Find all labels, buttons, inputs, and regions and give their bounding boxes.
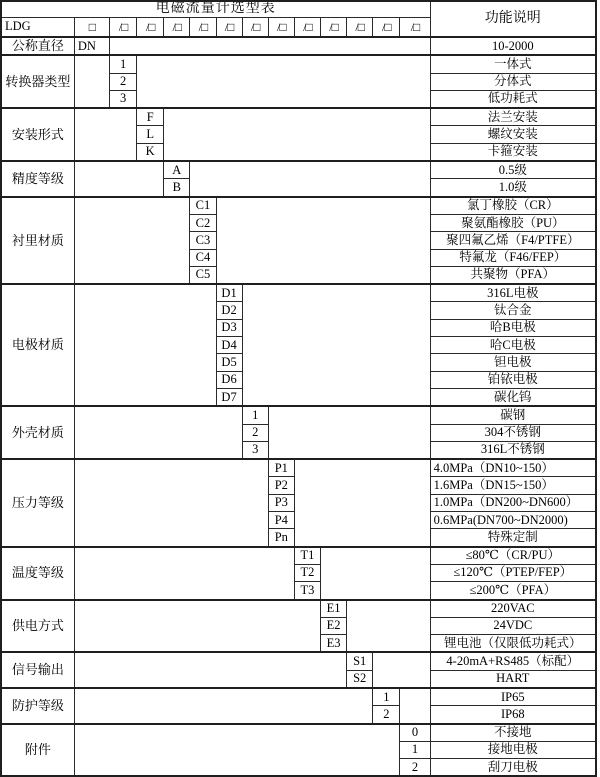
liner-material-code-C1: C1 [190, 197, 216, 215]
accessories-code-0: 0 [400, 724, 430, 742]
pressure-rating-label: 压力等级 [1, 459, 74, 546]
electrode-material-code-D3: D3 [216, 319, 242, 336]
power-supply-desc-0: 220VAC [430, 600, 596, 618]
signal-output-code-S1: S1 [347, 652, 373, 670]
signal-output-desc-0: 4-20mA+RS485（标配） [430, 652, 596, 670]
protection-class-code-1: 1 [373, 688, 400, 706]
liner-material-desc-4: 共聚物（PFA） [430, 266, 596, 284]
electrode-material-code-D4: D4 [216, 337, 242, 354]
protection-class-desc-0: IP65 [430, 688, 596, 706]
electrode-material-code-D2: D2 [216, 302, 242, 319]
spacer-cell [74, 161, 163, 197]
electrode-material-code-D5: D5 [216, 354, 242, 371]
pressure-rating-code-P2: P2 [268, 477, 294, 494]
nominal-diameter-desc-0: 10-2000 [430, 37, 596, 55]
accuracy-class-desc-0: 0.5级 [430, 161, 596, 179]
code-slot-box: /□ [190, 18, 216, 38]
liner-material-code-C2: C2 [190, 214, 216, 231]
spacer-cell [137, 55, 430, 108]
temperature-rating-code-T3: T3 [294, 582, 320, 600]
housing-material-code-3: 3 [242, 441, 268, 459]
converter-type-desc-0: 一体式 [430, 55, 596, 73]
spacer-cell [190, 161, 430, 197]
spacer-cell [74, 724, 400, 777]
spacer-cell [400, 688, 430, 724]
code-slot-box: /□ [242, 18, 268, 38]
electrode-material-desc-3: 哈C电极 [430, 337, 596, 354]
power-supply-label: 供电方式 [1, 600, 74, 653]
code-slot-box: /□ [110, 18, 137, 38]
liner-material-desc-1: 聚氨酯橡胶（PU） [430, 214, 596, 231]
function-column-header: 功能说明 [430, 1, 596, 37]
pressure-rating-code-P3: P3 [268, 494, 294, 511]
accessories-code-1: 1 [400, 741, 430, 758]
power-supply-code-E2: E2 [321, 617, 347, 634]
electrode-material-desc-0: 316L电极 [430, 284, 596, 302]
nominal-diameter-code-DN: DN [74, 37, 109, 55]
code-slot-box: /□ [137, 18, 164, 38]
pressure-rating-desc-4: 特殊定制 [430, 529, 596, 547]
liner-material-code-C5: C5 [190, 266, 216, 284]
spacer-cell [74, 55, 109, 108]
accessories-desc-1: 接地电极 [430, 741, 596, 758]
installation-type-code-L: L [137, 126, 164, 143]
nominal-diameter-label: 公称直径 [1, 37, 74, 55]
liner-material-desc-3: 特氟龙（F46/FEP） [430, 249, 596, 266]
model-prefix: LDG [1, 18, 74, 38]
electrode-material-desc-2: 哈B电极 [430, 319, 596, 336]
code-slot-box: /□ [400, 18, 430, 38]
code-slot-box: /□ [373, 18, 400, 38]
accessories-label: 附件 [1, 724, 74, 777]
housing-material-code-1: 1 [242, 406, 268, 424]
spacer-cell [373, 652, 430, 688]
electrode-material-desc-5: 铂铱电极 [430, 371, 596, 388]
spacer-cell [110, 37, 431, 55]
spacer-cell [74, 197, 190, 284]
accuracy-class-code-B: B [164, 179, 190, 197]
converter-type-code-2: 2 [110, 73, 137, 90]
accessories-desc-0: 不接地 [430, 724, 596, 742]
pressure-rating-code-P4: P4 [268, 512, 294, 529]
temperature-rating-code-T2: T2 [294, 564, 320, 581]
accuracy-class-code-A: A [164, 161, 190, 179]
electrode-material-desc-6: 碳化钨 [430, 388, 596, 406]
installation-type-desc-2: 卡箍安装 [430, 143, 596, 161]
protection-class-desc-1: IP68 [430, 706, 596, 724]
pressure-rating-desc-0: 4.0MPa（DN10~150） [430, 459, 596, 477]
spacer-cell [294, 459, 430, 546]
converter-type-label: 转换器类型 [1, 55, 74, 108]
code-slot-box: /□ [321, 18, 347, 38]
liner-material-code-C3: C3 [190, 232, 216, 249]
table-title: 电磁流量计选型表 [1, 1, 430, 18]
power-supply-desc-2: 锂电池（仅限低功耗式） [430, 635, 596, 653]
power-supply-desc-1: 24VDC [430, 617, 596, 634]
signal-output-code-S2: S2 [347, 670, 373, 688]
code-slot-box-first: □ [74, 18, 109, 38]
spacer-cell [347, 600, 430, 653]
liner-material-desc-2: 聚四氟乙烯（F4/PTFE） [430, 232, 596, 249]
spacer-cell [74, 284, 216, 406]
housing-material-code-2: 2 [242, 424, 268, 441]
pressure-rating-code-Pn: Pn [268, 529, 294, 547]
liner-material-desc-0: 氯丁橡胶（CR） [430, 197, 596, 215]
electrode-material-desc-4: 钽电极 [430, 354, 596, 371]
temperature-rating-label: 温度等级 [1, 547, 74, 600]
pressure-rating-desc-1: 1.6MPa（DN15~150） [430, 477, 596, 494]
electrode-material-code-D6: D6 [216, 371, 242, 388]
spacer-cell [74, 406, 242, 459]
spacer-cell [74, 652, 346, 688]
accessories-code-2: 2 [400, 759, 430, 777]
pressure-rating-desc-2: 1.0MPa（DN200~DN600） [430, 494, 596, 511]
converter-type-code-1: 1 [110, 55, 137, 73]
spacer-cell [74, 459, 268, 546]
accuracy-class-label: 精度等级 [1, 161, 74, 197]
housing-material-desc-2: 316L不锈钢 [430, 441, 596, 459]
liner-material-label: 衬里材质 [1, 197, 74, 284]
pressure-rating-desc-3: 0.6MPa(DN700~DN2000) [430, 512, 596, 529]
accuracy-class-desc-1: 1.0级 [430, 179, 596, 197]
protection-class-code-2: 2 [373, 706, 400, 724]
temperature-rating-code-T1: T1 [294, 547, 320, 565]
temperature-rating-desc-2: ≤200℃（PFA） [430, 582, 596, 600]
code-slot-box: /□ [347, 18, 373, 38]
protection-class-label: 防护等级 [1, 688, 74, 724]
code-slot-box: /□ [164, 18, 190, 38]
code-slot-box: /□ [216, 18, 242, 38]
liner-material-code-C4: C4 [190, 249, 216, 266]
spacer-cell [74, 108, 136, 161]
installation-type-desc-0: 法兰安装 [430, 108, 596, 126]
converter-type-desc-2: 低功耗式 [430, 90, 596, 108]
code-slot-box: /□ [294, 18, 320, 38]
signal-output-label: 信号输出 [1, 652, 74, 688]
housing-material-desc-1: 304不锈钢 [430, 424, 596, 441]
pressure-rating-code-P1: P1 [268, 459, 294, 477]
installation-type-label: 安装形式 [1, 108, 74, 161]
spacer-cell [74, 547, 294, 600]
power-supply-code-E3: E3 [321, 635, 347, 653]
installation-type-code-F: F [137, 108, 164, 126]
temperature-rating-desc-0: ≤80℃（CR/PU） [430, 547, 596, 565]
installation-type-desc-1: 螺纹安装 [430, 126, 596, 143]
electrode-material-desc-1: 钛合金 [430, 302, 596, 319]
code-slot-box: /□ [268, 18, 294, 38]
spacer-cell [74, 688, 372, 724]
power-supply-code-E1: E1 [321, 600, 347, 618]
spacer-cell [321, 547, 431, 600]
spacer-cell [164, 108, 430, 161]
converter-type-code-3: 3 [110, 90, 137, 108]
spacer-cell [74, 600, 320, 653]
housing-material-label: 外壳材质 [1, 406, 74, 459]
electrode-material-code-D7: D7 [216, 388, 242, 406]
spacer-cell [242, 284, 430, 406]
housing-material-desc-0: 碳钢 [430, 406, 596, 424]
spacer-cell [216, 197, 430, 284]
signal-output-desc-1: HART [430, 670, 596, 688]
accessories-desc-2: 刮刀电极 [430, 759, 596, 777]
converter-type-desc-1: 分体式 [430, 73, 596, 90]
electrode-material-label: 电极材质 [1, 284, 74, 406]
spacer-cell [268, 406, 430, 459]
electrode-material-code-D1: D1 [216, 284, 242, 302]
temperature-rating-desc-1: ≤120℃（PTEP/FEP） [430, 564, 596, 581]
installation-type-code-K: K [137, 143, 164, 161]
